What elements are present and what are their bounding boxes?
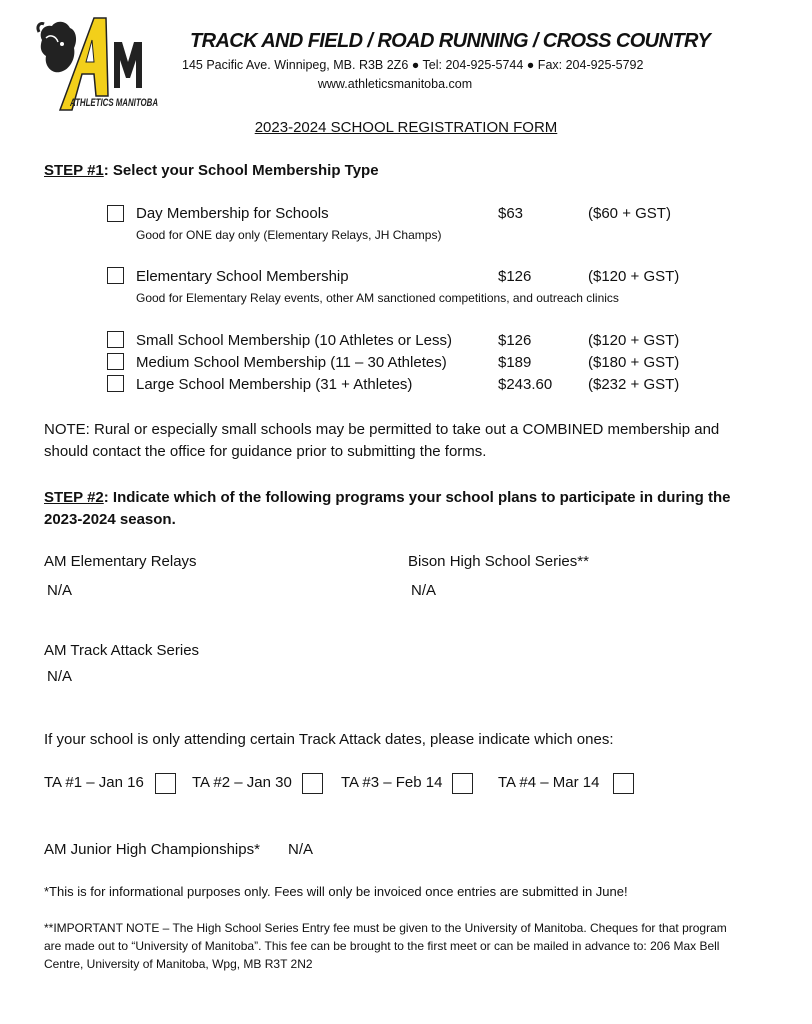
option-label: Small School Membership (10 Athletes or Less) <box>136 332 452 349</box>
combined-membership-note: NOTE: Rural or especially small schools may be permitted to take out a COMBINED membership and should contact the office for guidance prior to submitting the forms. <box>44 421 720 460</box>
program-value[interactable]: N/A <box>47 668 73 685</box>
ta1-checkbox[interactable] <box>155 773 176 794</box>
ta-date-label: TA #2 – Jan 30 <box>192 774 292 791</box>
option-label: Elementary School Membership <box>136 268 349 285</box>
day-membership-checkbox[interactable] <box>107 205 124 222</box>
form-title: 2023-2024 SCHOOL REGISTRATION FORM <box>254 119 558 136</box>
contact-address: 145 Pacific Ave. Winnipeg, MB. R3B 2Z6 ● Tel: 204-925-5744 ● Fax: 204-925-5792 <box>182 58 644 72</box>
step2-text: : Indicate which of the following programs your school plans to participate in during the 2023-2024 season. <box>44 489 731 528</box>
option-label: Large School Membership (31 + Athletes) <box>136 376 413 393</box>
option-price: $126 <box>498 268 532 285</box>
option-breakdown: ($60 + GST) <box>588 205 671 222</box>
elementary-membership-checkbox[interactable] <box>107 267 124 284</box>
ta-date-label: TA #1 – Jan 16 <box>44 774 144 791</box>
option-price: $126 <box>498 332 532 349</box>
step2-heading <box>44 487 734 531</box>
option-price: $63 <box>498 205 524 222</box>
footnote-important: **IMPORTANT NOTE – The High School Series Entry fee must be given to the University of Manitoba. Cheques for that program are made out to “University of Manitoba”. This fee can be brought to the first meet or can be mailed in advance to: 206 Max Bell Centre, University of Manitoba, Wpg, MB R3T 2N2 <box>44 921 727 971</box>
medium-school-checkbox[interactable] <box>107 353 124 370</box>
program-name: AM Track Attack Series <box>44 642 200 659</box>
program-name: Bison High School Series** <box>408 553 589 570</box>
athletics-manitoba-logo <box>36 18 161 123</box>
program-name: AM Elementary Relays <box>44 553 197 570</box>
page-header-title: TRACK AND FIELD / ROAD RUNNING / CROSS COUNTRY <box>190 30 711 52</box>
footnote-informational: *This is for informational purposes only. Fees will only be invoiced once entries are submitted in June! <box>44 884 628 899</box>
large-school-checkbox[interactable] <box>107 375 124 392</box>
step1-heading <box>44 162 379 179</box>
step2-number: STEP #2 <box>44 489 104 506</box>
ta3-checkbox[interactable] <box>452 773 473 794</box>
ta-date-label: TA #3 – Feb 14 <box>341 774 443 791</box>
program-value[interactable]: N/A <box>411 582 437 599</box>
small-school-checkbox[interactable] <box>107 331 124 348</box>
option-note: Good for Elementary Relay events, other AM sanctioned competitions, and outreach clinics <box>136 291 619 305</box>
step1-number: STEP #1 <box>44 162 104 179</box>
option-label: Day Membership for Schools <box>136 205 329 222</box>
program-value[interactable]: N/A <box>47 582 73 599</box>
junior-high-label: AM Junior High Championships* <box>44 841 260 858</box>
option-breakdown: ($180 + GST) <box>588 354 680 371</box>
track-attack-prompt: If your school is only attending certain Track Attack dates, please indicate which ones: <box>44 731 614 748</box>
option-breakdown: ($120 + GST) <box>588 332 680 349</box>
ta2-checkbox[interactable] <box>302 773 323 794</box>
logo-text: ATHLETICS MANITOBA <box>69 97 159 109</box>
option-price: $243.60 <box>498 376 553 393</box>
option-note: Good for ONE day only (Elementary Relays, JH Champs) <box>136 228 442 242</box>
website-link[interactable]: www.athleticsmanitoba.com <box>317 77 473 91</box>
ta-date-label: TA #4 – Mar 14 <box>498 774 600 791</box>
option-breakdown: ($232 + GST) <box>588 376 680 393</box>
option-breakdown: ($120 + GST) <box>588 268 680 285</box>
step1-text: : Select your School Membership Type <box>103 162 379 179</box>
ta4-checkbox[interactable] <box>613 773 634 794</box>
option-label: Medium School Membership (11 – 30 Athletes) <box>136 354 447 371</box>
junior-high-value[interactable]: N/A <box>288 841 314 858</box>
option-price: $189 <box>498 354 532 371</box>
